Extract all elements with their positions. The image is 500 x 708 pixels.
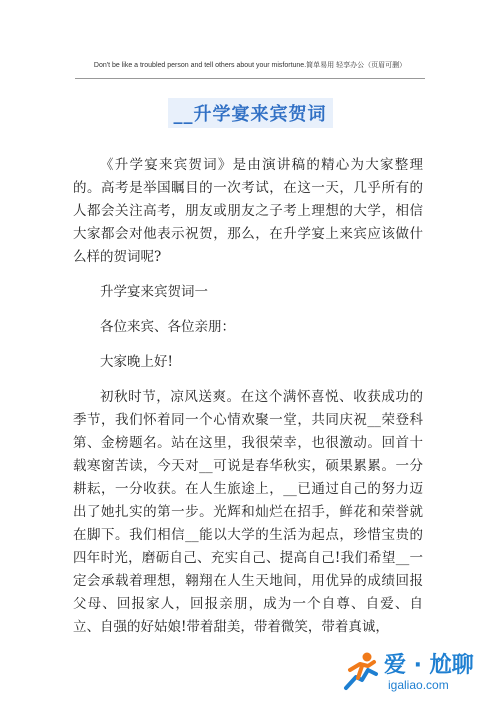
- site-logo: [340, 648, 490, 696]
- page-header: Don't be like a troubled person and tell others about your misfortune.简单易用 轻享办公（页眉可删）: [93, 62, 407, 69]
- paragraph-intro: 《升学宴来宾贺词》是由演讲稿的精心为大家整理的。高考是举国瞩目的一次考试，在这一天，几乎所有的人都会关注高考，朋友或朋友之子考上理想的大学，相信大家都会对他表示祝贺，那么，在升学宴上来宾应该做什么样的贺词呢?: [73, 157, 423, 265]
- header-divider: [75, 78, 425, 79]
- running-figure-icon: [340, 650, 382, 692]
- title-container: [0, 98, 500, 128]
- paragraph-salutation: 各位来宾、各位亲朋：: [100, 319, 235, 335]
- document-title: __升学宴来宾贺词: [168, 98, 333, 128]
- document-body: [73, 154, 423, 651]
- logo-brand-name: 爱 · 尬聊: [384, 653, 474, 678]
- paragraph-section-heading: 升学宴来宾贺词一: [100, 284, 208, 300]
- logo-domain: igaliao.com: [388, 678, 449, 692]
- paragraph-main: 初秋时节，凉风送爽。在这个满怀喜悦、收获成功的季节，我们怀着同一个心情欢聚一堂，共同庆祝__荣登科第、金榜题名。站在这里，我很荣幸，也很激动。回首十载寒窗苦读，今天对__可说是春华秋实，硕果累累。一分耕耘，一分收获。在人生旅途上，__已通过自己的努力迈出了她扎实的第一步。光辉和灿烂在招手，鲜花和荣誉就在脚下。我们相信__能以大学的生活为起点，珍惜宝贵的四年时光，磨砺自己、充实自己、提高自己!我们希望__一定会承载着理想，翱翔在人生天地间，用优异的成绩回报父母、回报家人，回报亲朋，成为一个自尊、自爱、自立、自强的好姑娘!带着甜美，带着微笑，带着真诚，: [73, 389, 423, 635]
- paragraph-greeting: 大家晚上好!: [100, 354, 173, 370]
